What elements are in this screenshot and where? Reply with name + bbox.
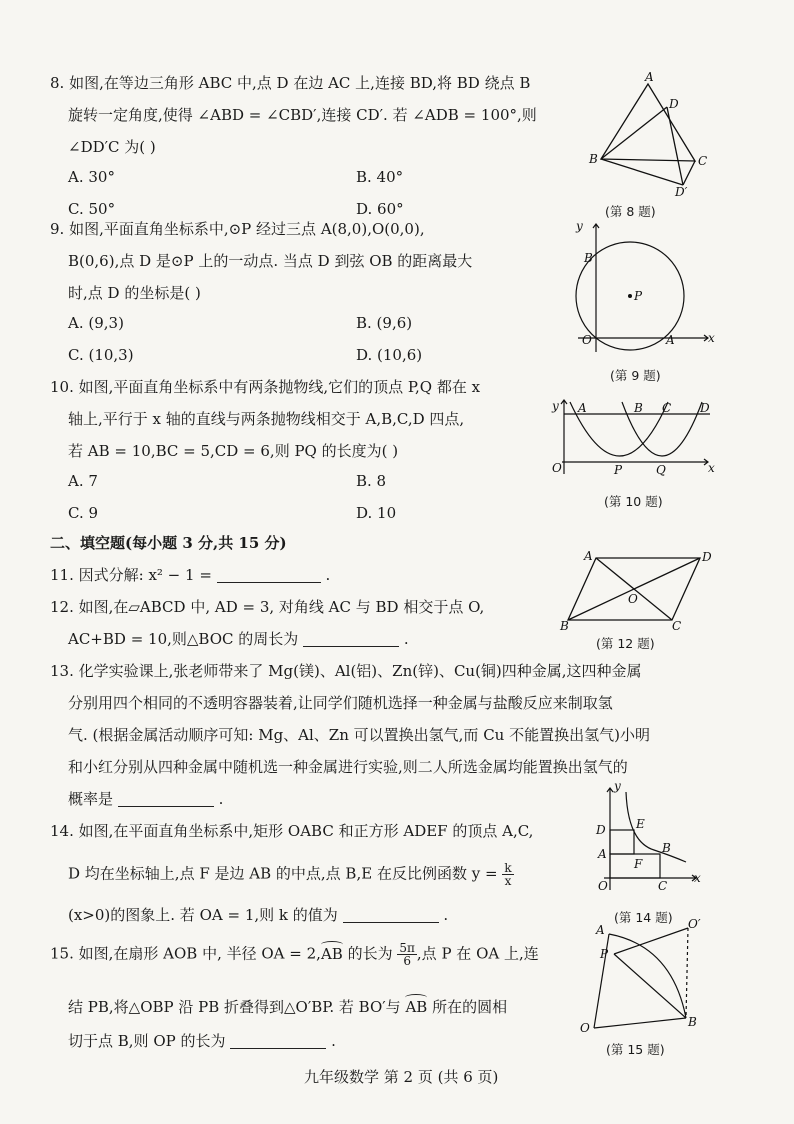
q9-option-a: A. (9,3)	[68, 314, 124, 332]
q15-label-op: O′	[688, 917, 701, 931]
q8-option-d: D. 60°	[356, 200, 404, 218]
q14-hyperbola	[626, 792, 686, 862]
q10-label-p: P	[614, 463, 623, 477]
q10-label-d: D	[700, 401, 710, 415]
q15-arc-ab: AB	[320, 944, 343, 963]
q10-caption: (第 10 题)	[604, 494, 663, 509]
q14-line-3	[68, 904, 448, 925]
q15-radius-ob	[594, 1018, 686, 1028]
q14-figure	[590, 779, 706, 904]
q14-answer-blank[interactable]	[343, 908, 439, 923]
q12-caption: (第 12 题)	[596, 636, 655, 651]
q15-text-2b: 所在的圆相	[432, 998, 508, 1016]
q13-line-3: 气. (根据金属活动顺序可知: Mg、Al、Zn 可以置换出氢气,而 Cu 不能置换出氢气)小明	[68, 726, 650, 744]
q8-segment-cdp	[683, 161, 695, 185]
q8-line-1: 8. 如图,在等边三角形 ABC 中,点 D 在边 AC 上,连接 BD,将 BD 绕点 B	[50, 74, 531, 92]
q14-fraction-numerator: k	[504, 861, 512, 875]
q15-arc	[609, 934, 686, 1018]
q12-diagonal-bd	[568, 558, 700, 620]
q15-segment-bop	[686, 928, 688, 1018]
q10-label-a: A	[578, 401, 587, 415]
q15-label-b: B	[688, 1015, 697, 1029]
q11-line	[50, 564, 330, 585]
q14-label-c: C	[658, 879, 668, 893]
q8-label-a: A	[645, 70, 654, 84]
q13-text: 概率是	[68, 790, 114, 808]
q15-text-1c: ,点 P 在 OA 上,连	[416, 944, 539, 963]
q9-line-2: B(0,6),点 D 是⊙P 上的一动点. 当点 D 到弦 OB 的距离最大	[68, 252, 473, 270]
q15-segment-pop	[614, 928, 688, 954]
q14-label-a: A	[598, 847, 607, 861]
q8-label-dp: D′	[675, 185, 688, 199]
q12-label-d: D	[702, 550, 712, 564]
q15-arc-ab-2: AB	[405, 998, 428, 1016]
q9-line-1: 9. 如图,平面直角坐标系中,⊙P 经过三点 A(8,0),O(0,0),	[50, 220, 425, 238]
q14-period: .	[443, 906, 449, 924]
q15-text-2a: 结 PB,将△OBP 沿 PB 折叠得到△O′BP. 若 BO′与	[68, 998, 401, 1016]
q12-label-c: C	[672, 619, 682, 633]
q13-line-2: 分别用四个相同的不透明容器装着,让同学们随机选择一种金属与盐酸反应来制取氢	[68, 694, 613, 712]
q9-label-p: P	[634, 289, 643, 303]
q12-label-b: B	[560, 619, 569, 633]
q8-label-c: C	[698, 154, 708, 168]
q9-label-y: y	[576, 219, 583, 233]
q10-line-3: 若 AB = 10,BC = 5,CD = 6,则 PQ 的长度为( )	[68, 442, 399, 460]
q15-line-3	[68, 1030, 336, 1051]
q15-line-2	[68, 996, 507, 1017]
q9-option-d: D. (10,6)	[356, 346, 423, 364]
q8-line-3: ∠DD′C 为( )	[68, 138, 156, 156]
q13-period: .	[218, 790, 224, 808]
q14-text-2: (x>0)的图象上. 若 OA = 1,则 k 的值为	[68, 906, 338, 924]
q8-option-c: C. 50°	[68, 200, 116, 218]
q14-line-2	[68, 862, 514, 887]
q10-option-d: D. 10	[356, 504, 397, 522]
q10-option-b: B. 8	[356, 472, 387, 490]
q9-label-o: O	[582, 333, 592, 347]
q15-label-p: P	[600, 947, 609, 961]
q10-line-2: 轴上,平行于 x 轴的直线与两条抛物线相交于 A,B,C,D 四点,	[68, 410, 465, 428]
q9-figure	[568, 218, 718, 358]
q8-option-a: A. 30°	[68, 168, 115, 186]
q14-text: D 均在坐标轴上,点 F 是边 AB 的中点,点 B,E 在反比例函数 y =	[68, 864, 498, 883]
q10-label-x: x	[708, 461, 715, 475]
q14-fraction-denominator: x	[504, 874, 512, 888]
q13-line-1: 13. 化学实验课上,张老师带来了 Mg(镁)、Al(铝)、Zn(锌)、Cu(铜)四种金属,这四种金属	[50, 662, 642, 680]
q14-label-d: D	[596, 823, 606, 837]
q10-label-y: y	[552, 399, 559, 413]
q11-answer-blank[interactable]	[217, 568, 321, 583]
q12-period: .	[403, 630, 409, 648]
q13-line-4: 和小红分别从四种金属中随机选一种金属进行实验,则二人所选金属均能置换出氢气的	[68, 758, 628, 776]
q10-label-o: O	[552, 461, 562, 475]
q14-label-b: B	[662, 841, 671, 855]
q12-answer-blank[interactable]	[303, 632, 399, 647]
q10-option-c: C. 9	[68, 504, 99, 522]
q9-label-b: B	[584, 251, 593, 265]
q14-square-adef	[610, 830, 634, 854]
q8-figure	[585, 72, 715, 202]
q8-label-d: D	[669, 97, 679, 111]
q12-line-1: 12. 如图,在▱ABCD 中, AD = 3, 对角线 AC 与 BD 相交于点 O,	[50, 598, 485, 616]
q15-fraction	[397, 942, 417, 967]
q14-fraction	[502, 862, 513, 887]
q15-text-1a: 15. 如图,在扇形 AOB 中, 半径 OA = 2,	[50, 944, 321, 963]
q10-label-b: B	[634, 401, 643, 415]
q12-figure	[560, 548, 712, 633]
q14-label-e: E	[636, 817, 645, 831]
q15-period: .	[331, 1032, 336, 1050]
q15-fraction-numerator: 5π	[399, 941, 415, 955]
q10-line-1: 10. 如图,平面直角坐标系中有两条抛物线,它们的顶点 P,Q 都在 x	[50, 378, 481, 396]
q9-label-x: x	[708, 331, 715, 345]
q14-caption: (第 14 题)	[614, 910, 673, 925]
q12-label-a: A	[584, 549, 593, 563]
page-footer: 九年级数学 第 2 页 (共 6 页)	[304, 1068, 499, 1086]
q8-line-2: 旋转一定角度,使得 ∠ABD = ∠CBD′,连接 CD′. 若 ∠ADB = 100°,则	[68, 106, 537, 124]
q15-segment-pb	[614, 954, 686, 1018]
q15-label-a: A	[596, 923, 605, 937]
q8-option-b: B. 40°	[356, 168, 404, 186]
q13-line-5	[68, 788, 223, 809]
q13-answer-blank[interactable]	[118, 792, 214, 807]
q10-option-a: A. 7	[68, 472, 98, 490]
q14-label-f: F	[634, 857, 643, 871]
q10-label-c: C	[662, 401, 672, 415]
q12-label-o: O	[628, 592, 638, 606]
q8-segment-bd	[601, 107, 667, 159]
q9-option-c: C. (10,3)	[68, 346, 134, 364]
q15-label-o: O	[580, 1021, 590, 1035]
q9-option-b: B. (9,6)	[356, 314, 413, 332]
q14-label-o: O	[598, 879, 608, 893]
q14-label-x: x	[694, 871, 701, 885]
q9-line-3: 时,点 D 的坐标是( )	[68, 284, 201, 302]
q15-caption: (第 15 题)	[606, 1042, 665, 1057]
q12-line-2	[68, 628, 409, 649]
q12-text: AC+BD = 10,则△BOC 的周长为	[68, 630, 299, 648]
q10-label-q: Q	[656, 463, 666, 477]
q15-answer-blank[interactable]	[230, 1034, 326, 1049]
q8-segment-ddp	[667, 107, 683, 185]
q15-text-3: 切于点 B,则 OP 的长为	[68, 1032, 226, 1050]
q8-caption: (第 8 题)	[605, 204, 656, 219]
q15-text-1b: 的长为	[347, 944, 393, 963]
q11-period: .	[325, 566, 331, 584]
section-2-heading: 二、填空题(每小题 3 分,共 15 分)	[50, 534, 287, 552]
q9-caption: (第 9 题)	[610, 368, 661, 383]
q8-segment-bdp	[601, 159, 683, 185]
q14-line-1: 14. 如图,在平面直角坐标系中,矩形 OABC 和正方形 ADEF 的顶点 A,C,	[50, 822, 534, 840]
q9-center-p	[628, 294, 632, 298]
q11-text: 11. 因式分解: x² − 1 =	[50, 566, 212, 584]
q15-fraction-denominator: 6	[403, 954, 411, 968]
q9-label-a: A	[666, 333, 675, 347]
q8-label-b: B	[589, 152, 598, 166]
q14-label-y: y	[614, 779, 621, 793]
q10-figure	[548, 398, 718, 480]
q15-line-1	[50, 942, 539, 967]
